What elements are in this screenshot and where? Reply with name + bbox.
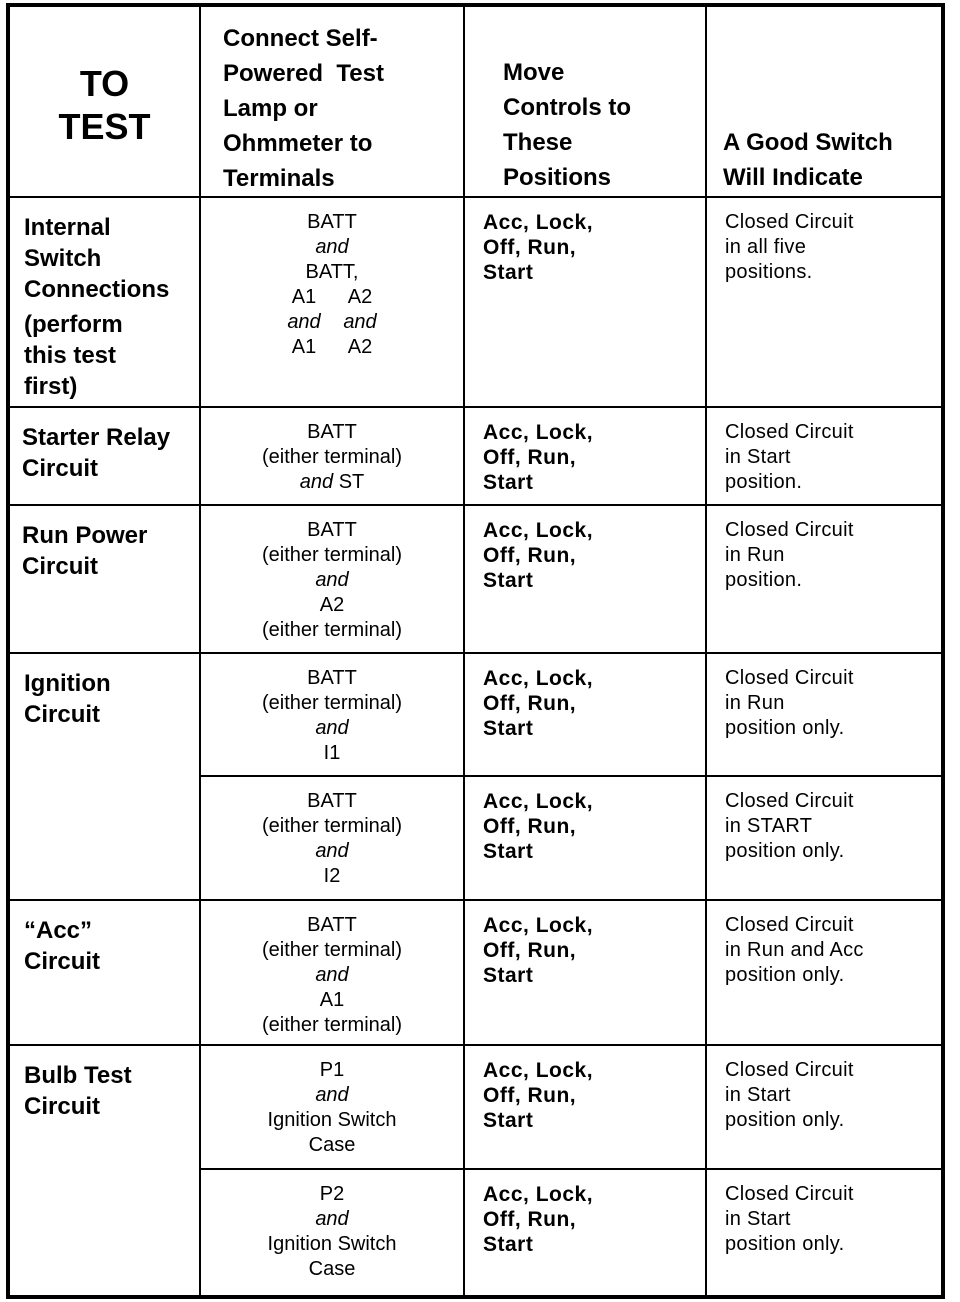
indicate-ignition-2: Closed Circuit in START position only. [706,776,943,900]
table-row-run [8,505,943,653]
moves-ignition-1: Acc, Lock, Off, Run, Start [464,653,706,776]
moves-ignition-2: Acc, Lock, Off, Run, Start [464,776,706,900]
terminal-pair-3: A1 A2 [291,336,373,358]
row-label-internal: Internal Switch Connections (perform this test first) [8,197,200,407]
indicate-internal: Closed Circuit in all five positions. [706,197,943,407]
terminal-pair-2: and and [287,311,377,333]
terminals-acc: BATT (either terminal) and A1 (either terminal) [200,900,464,1045]
row-label-bulb: Bulb Test Circuit [8,1045,200,1297]
terminals-starter: BATT (either terminal) and ST [200,407,464,505]
terminals-internal: BATT and BATT, A1 A2 and and A1 A2 [200,197,464,407]
terminals-run: BATT (either terminal) and A2 (either terminal) [200,505,464,653]
switch-test-table [6,3,945,1299]
terminal-pair-1: A1 A2 [291,286,373,308]
row-label-ignition: Ignition Circuit [8,653,200,900]
moves-run: Acc, Lock, Off, Run, Start [464,505,706,653]
indicate-run: Closed Circuit in Run position. [706,505,943,653]
indicate-bulb-2: Closed Circuit in Start position only. [706,1169,943,1297]
header-connect: Connect Self- Powered Test Lamp or Ohmmeter to Terminals [200,5,464,197]
header-to-test: TO TEST [8,5,200,197]
table-row-internal [8,197,943,407]
moves-bulb-2: Acc, Lock, Off, Run, Start [464,1169,706,1297]
indicate-ignition-1: Closed Circuit in Run position only. [706,653,943,776]
terminals-ignition-2: BATT (either terminal) and I2 [200,776,464,900]
table-row-bulb-1 [8,1045,943,1169]
header-row [8,5,943,197]
indicate-starter: Closed Circuit in Start position. [706,407,943,505]
table-row-acc [8,900,943,1045]
row-label-acc: “Acc” Circuit [8,900,200,1045]
terminals-ignition-1: BATT (either terminal) and I1 [200,653,464,776]
table-row-ignition-1 [8,653,943,776]
table-row-starter [8,407,943,505]
moves-acc: Acc, Lock, Off, Run, Start [464,900,706,1045]
row-label-starter: Starter Relay Circuit [8,407,200,505]
indicate-bulb-1: Closed Circuit in Start position only. [706,1045,943,1169]
terminals-bulb-2: P2 and Ignition Switch Case [200,1169,464,1297]
moves-internal: Acc, Lock, Off, Run, Start [464,197,706,407]
terminals-bulb-1: P1 and Ignition Switch Case [200,1045,464,1169]
header-good-switch: A Good Switch Will Indicate [706,5,943,197]
indicate-acc: Closed Circuit in Run and Acc position only. [706,900,943,1045]
row-label-run: Run Power Circuit [8,505,200,653]
moves-starter: Acc, Lock, Off, Run, Start [464,407,706,505]
header-move-controls: Move Controls to These Positions [464,5,706,197]
moves-bulb-1: Acc, Lock, Off, Run, Start [464,1045,706,1169]
